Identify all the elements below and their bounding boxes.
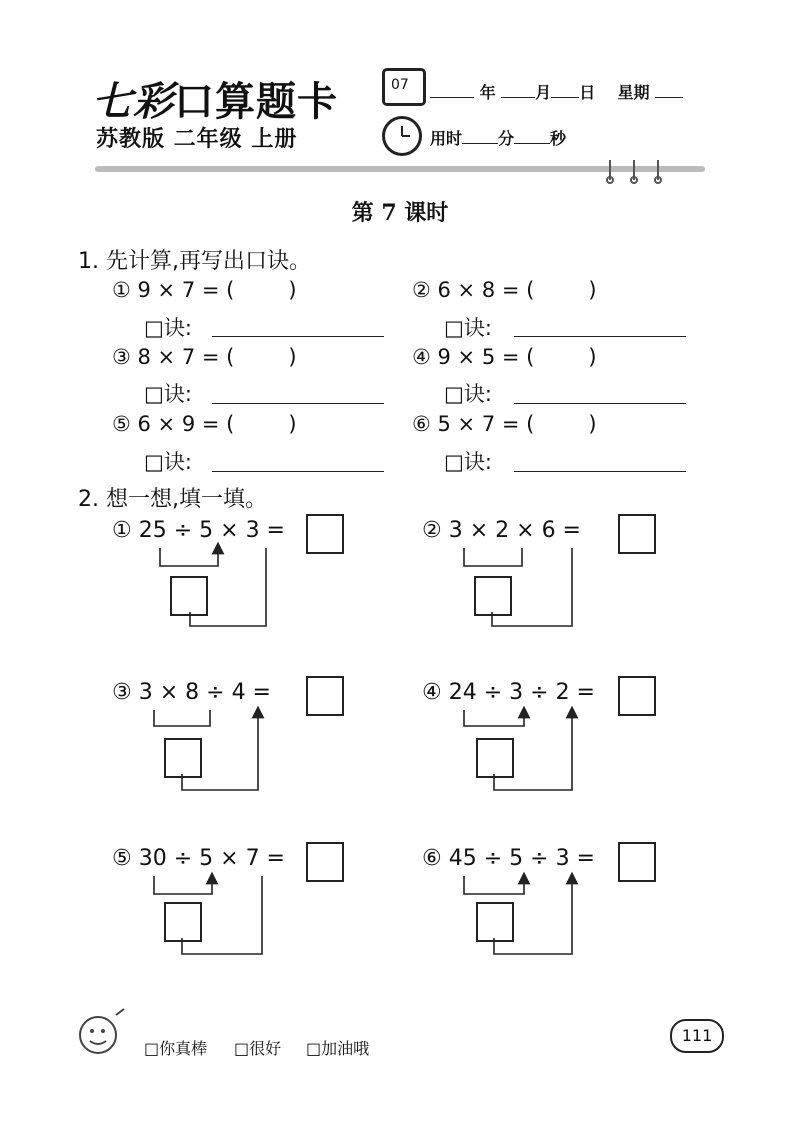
item-expression: 9 × 7 = ( xyxy=(137,278,235,302)
item-number: ④ xyxy=(412,345,431,369)
s1-item-2-kou-label: □诀: xyxy=(444,316,492,340)
minute-label: 分 xyxy=(498,129,515,148)
page-number: 111 xyxy=(670,1019,724,1053)
item-paren-close: ) xyxy=(288,278,297,302)
item-paren-close: ) xyxy=(288,345,297,369)
edition-label: 苏教版 二年级 上册 xyxy=(96,126,298,152)
item-expression: 3 × 8 ÷ 4 = xyxy=(138,680,271,705)
lesson-title: 第 7 课时 xyxy=(351,200,449,226)
item-expression: 30 ÷ 5 × 7 = xyxy=(138,846,285,871)
rating-option-keep-going[interactable]: □加油哦 xyxy=(306,1039,370,1058)
section1-title: 1. 先计算,再写出口诀。 xyxy=(78,249,311,274)
item-number: ② xyxy=(412,278,431,302)
item-number: ② xyxy=(422,518,442,543)
item-number: ⑤ xyxy=(112,846,132,871)
brand-part1: 七彩 xyxy=(92,78,174,125)
mascot-icon xyxy=(72,1005,128,1065)
item-expression: 45 ÷ 5 ÷ 3 = xyxy=(448,846,595,871)
item-paren-close: ) xyxy=(288,412,297,436)
second-label: 秒 xyxy=(550,129,567,148)
item-number: ④ xyxy=(422,680,442,705)
rating-option-good[interactable]: □很好 xyxy=(234,1039,282,1058)
section2-title: 2. 想一想,填一填。 xyxy=(78,487,267,512)
item-expression: 5 × 7 = ( xyxy=(437,412,535,436)
time-label: 用时 xyxy=(430,129,463,148)
s1-item-5-kou-label: □诀: xyxy=(144,450,192,474)
item-number: ① xyxy=(112,278,131,302)
item-paren-close: ) xyxy=(588,412,597,436)
rating-option-great[interactable]: □你真棒 xyxy=(144,1039,208,1058)
year-label: 年 xyxy=(479,83,496,102)
month-label: 月 xyxy=(535,83,552,102)
item-expression: 24 ÷ 3 ÷ 2 = xyxy=(448,680,595,705)
brand-part2: 口算题卡 xyxy=(174,78,338,125)
s1-item-3-kou-label: □诀: xyxy=(144,382,192,406)
item-expression: 6 × 8 = ( xyxy=(437,278,535,302)
week-label: 星期 xyxy=(617,83,650,102)
item-paren-close: ) xyxy=(588,345,597,369)
item-number: ⑥ xyxy=(412,412,431,436)
item-expression: 25 ÷ 5 × 3 = xyxy=(138,518,285,543)
item-paren-close: ) xyxy=(588,278,597,302)
item-number: ③ xyxy=(112,345,131,369)
item-expression: 9 × 5 = ( xyxy=(437,345,535,369)
calendar-day: 07 xyxy=(391,77,409,93)
item-number: ⑥ xyxy=(422,846,442,871)
item-expression: 6 × 9 = ( xyxy=(137,412,235,436)
item-number: ③ xyxy=(112,680,132,705)
item-expression: 3 × 2 × 6 = xyxy=(448,518,581,543)
s1-item-6-kou-label: □诀: xyxy=(444,450,492,474)
item-expression: 8 × 7 = ( xyxy=(137,345,235,369)
s1-item-1-kou-label: □诀: xyxy=(144,316,192,340)
day-label: 日 xyxy=(579,83,596,102)
item-number: ① xyxy=(112,518,132,543)
item-number: ⑤ xyxy=(112,412,131,436)
s1-item-4-kou-label: □诀: xyxy=(444,382,492,406)
